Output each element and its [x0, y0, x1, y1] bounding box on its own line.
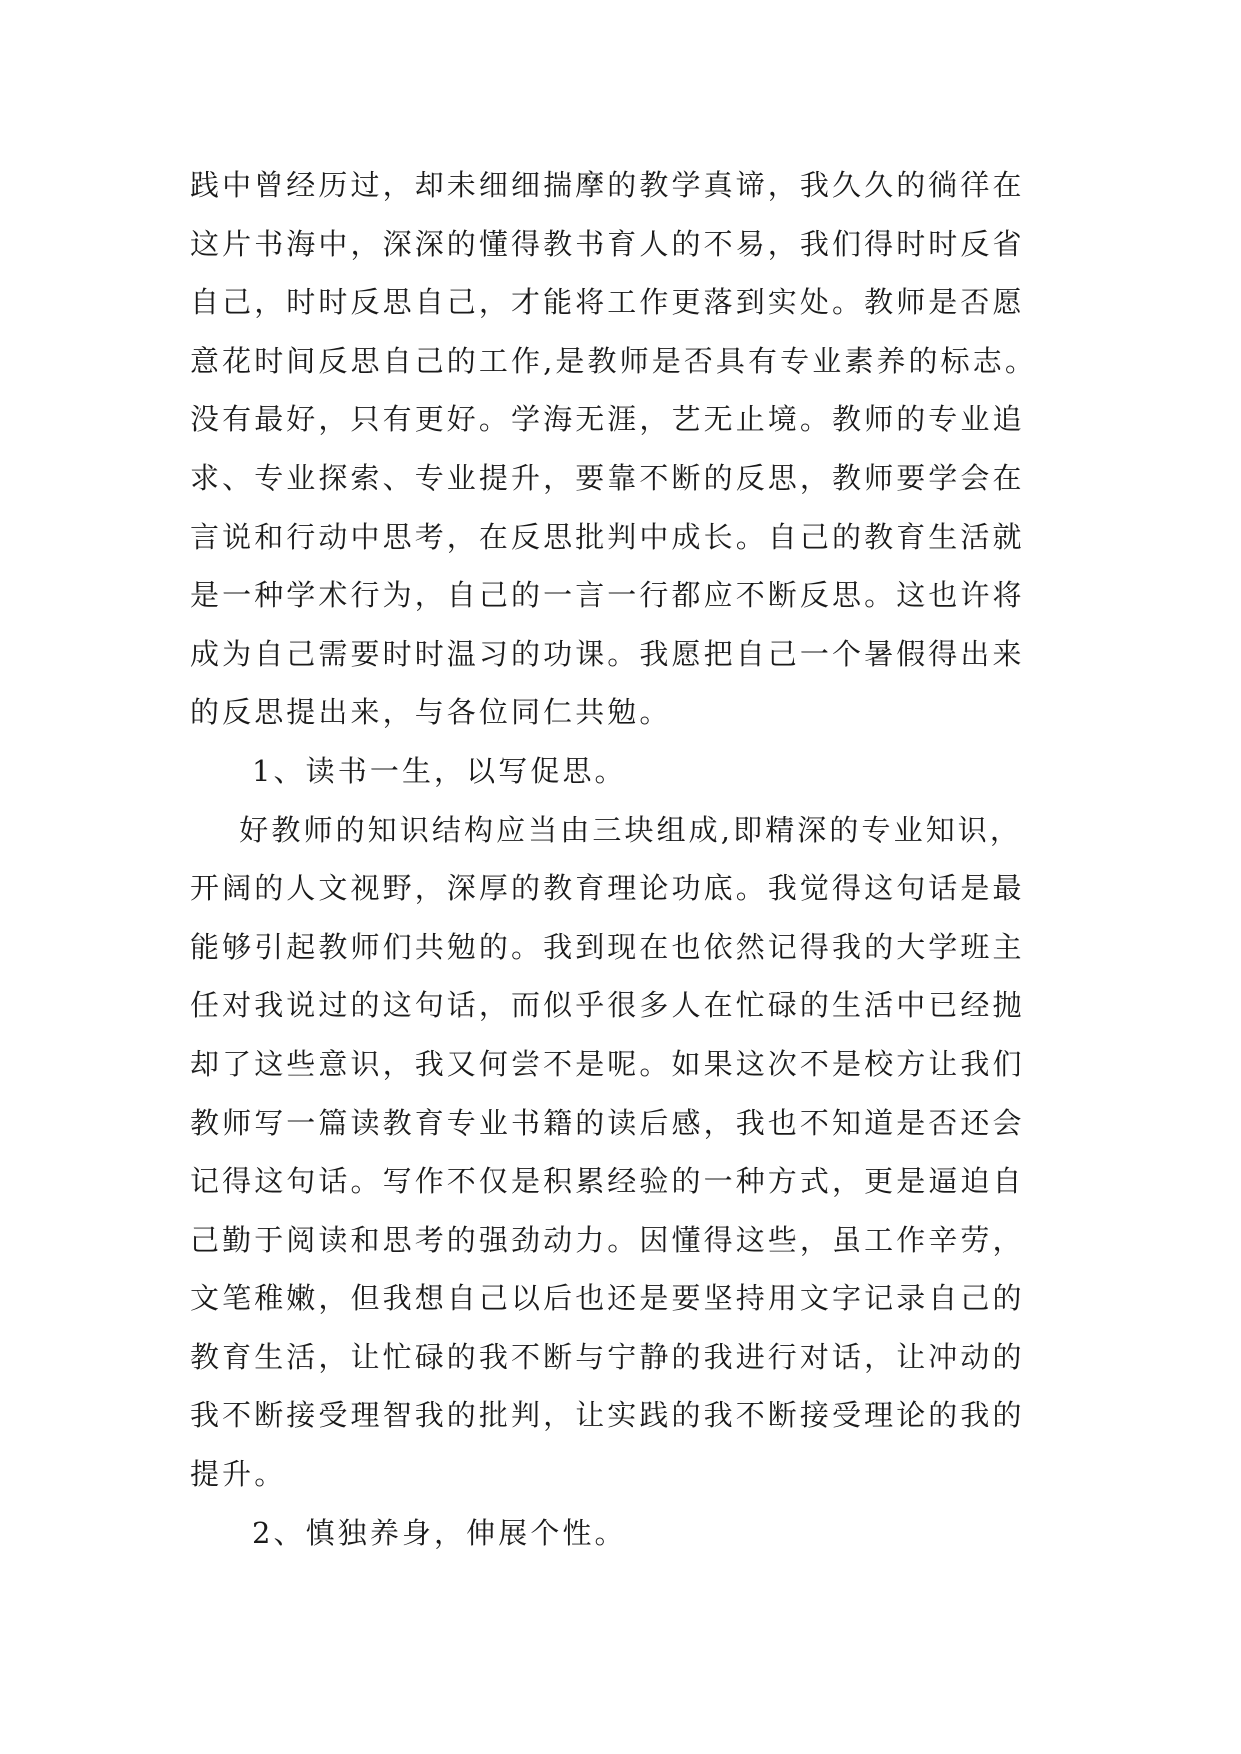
text-line: 是一种学术行为，自己的一言一行都应不断反思。这也许将: [190, 578, 1025, 613]
document-body: [190, 156, 1060, 1562]
text-line: 任对我说过的这句话，而似乎很多人在忙碌的生活中已经抛: [190, 988, 1025, 1023]
text-line: 没有最好，只有更好。学海无涯，艺无止境。教师的专业追: [190, 402, 1025, 437]
text-line: 的反思提出来，与各位同仁共勉。: [190, 695, 672, 730]
text-line: 教育生活，让忙碌的我不断与宁静的我进行对话，让冲动的: [190, 1339, 1025, 1374]
text-line: 自己，时时反思自己，才能将工作更落到实处。教师是否愿: [190, 285, 1025, 320]
text-line: 好教师的知识结构应当由三块组成,即精深的专业知识，: [190, 812, 1022, 847]
heading-line: 2、慎独养身，伸展个性。: [252, 1515, 627, 1550]
text-line: 文笔稚嫩，但我想自己以后也还是要坚持用文字记录自己的: [190, 1281, 1025, 1316]
heading-line: 1、读书一生，以写促思。: [252, 753, 627, 788]
text-line: 记得这句话。写作不仅是积累经验的一种方式，更是逼迫自: [190, 1164, 1025, 1199]
section-heading: [190, 742, 1060, 801]
section-heading: [190, 1504, 1060, 1563]
text-line: 我不断接受理智我的批判，让实践的我不断接受理论的我的: [190, 1398, 1025, 1433]
text-line: 意花时间反思自己的工作,是教师是否具有专业素养的标志。: [190, 343, 1037, 378]
text-line: 提升。: [190, 1457, 287, 1492]
text-line: 成为自己需要时时温习的功课。我愿把自己一个暑假得出来: [190, 636, 1025, 671]
text-line: 能够引起教师们共勉的。我到现在也依然记得我的大学班主: [190, 929, 1025, 964]
text-line: 开阔的人文视野，深厚的教育理论功底。我觉得这句话是最: [190, 871, 1025, 906]
text-line: 践中曾经历过，却未细细揣摩的教学真谛，我久久的徜徉在: [190, 168, 1025, 202]
paragraph: [190, 801, 1060, 1504]
text-line: 这片书海中，深深的懂得教书育人的不易，我们得时时反省: [190, 226, 1025, 261]
text-line: 教师写一篇读教育专业书籍的读后感，我也不知道是否还会: [190, 1105, 1025, 1140]
text-line: 却了这些意识，我又何尝不是呢。如果这次不是校方让我们: [190, 1046, 1025, 1081]
text-line: 言说和行动中思考，在反思批判中成长。自己的教育生活就: [190, 519, 1025, 554]
text-line: 求、专业探索、专业提升，要靠不断的反思，教师要学会在: [190, 460, 1025, 495]
text-line: 己勤于阅读和思考的强劲动力。因懂得这些，虽工作辛劳，: [190, 1222, 1025, 1257]
paragraph: [190, 156, 1060, 742]
